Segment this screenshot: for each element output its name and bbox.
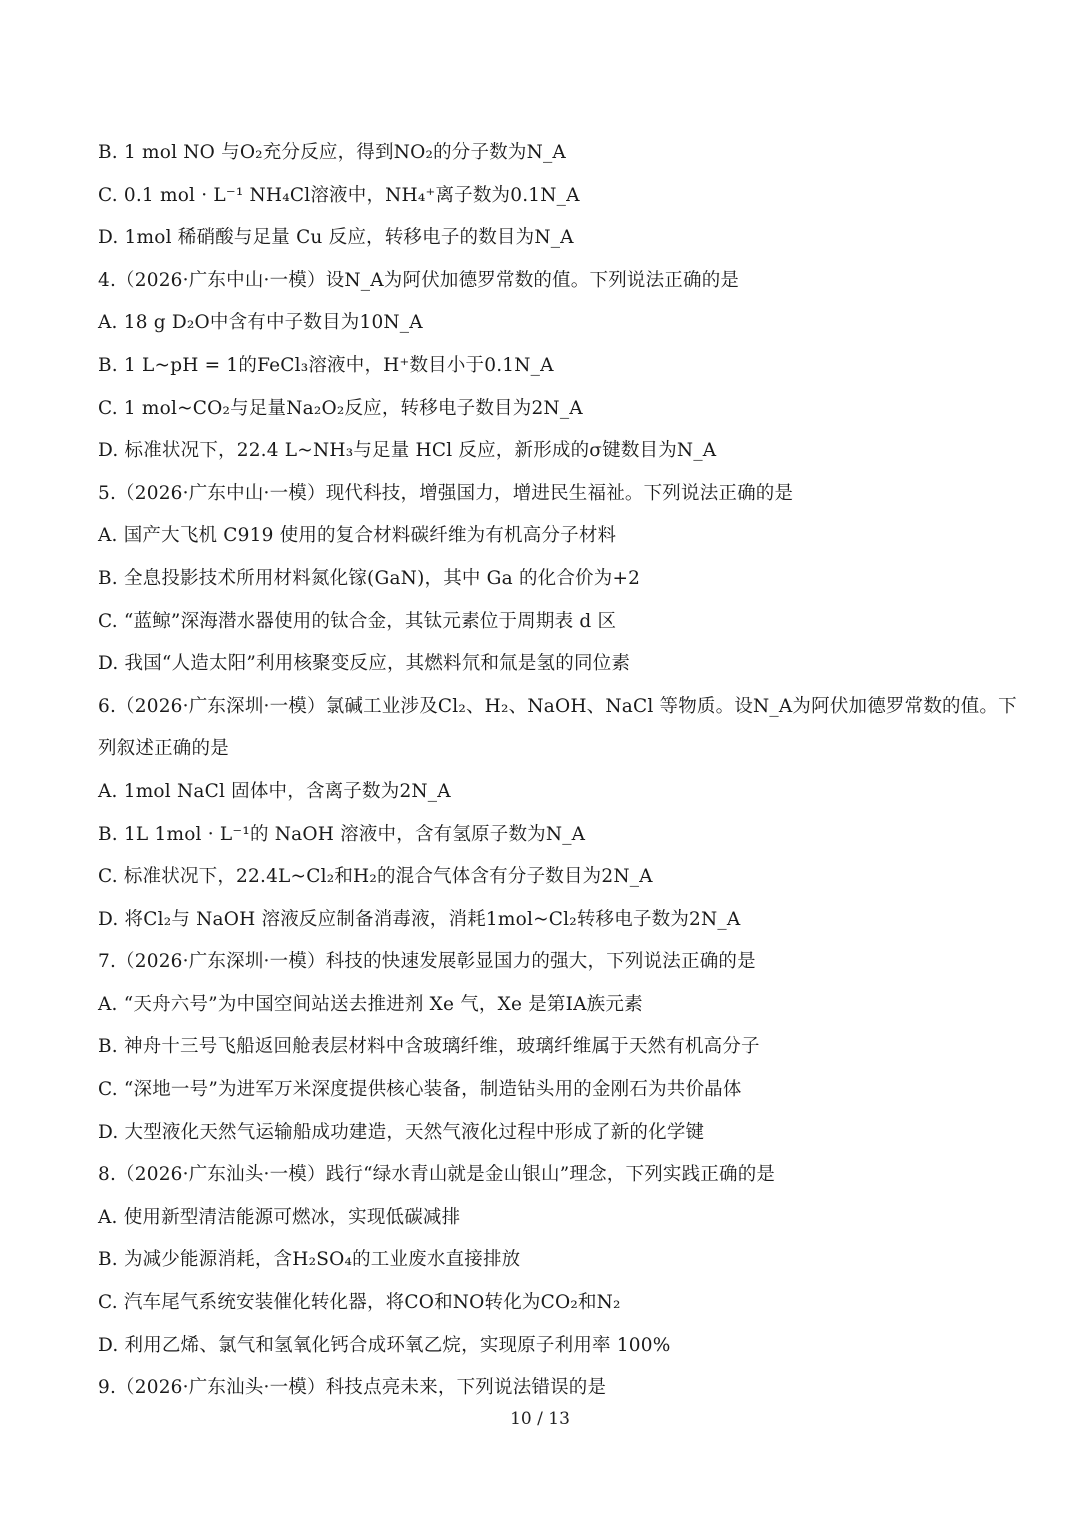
text-line: C. “深地一号”为进军万米深度提供核心装备，制造钻头用的金刚石为共价晶体	[98, 1079, 742, 1101]
text-line: B. 全息投影技术所用材料氮化镓(GaN)，其中 Ga 的化合价为+2	[98, 567, 641, 589]
text-line: D. 大型液化天然气运输船成功建造，天然气液化过程中形成了新的化学键	[98, 1121, 705, 1143]
text-line: D. 标准状况下，22.4 L~NH₃与足量 HCl 反应，新形成的σ键数目为N_A	[98, 440, 717, 462]
question-text-block	[98, 132, 1017, 1410]
text-line: D. 1mol 稀硝酸与足量 Cu 反应，转移电子的数目为N_A	[98, 227, 574, 249]
question-stem: 8.（2026·广东汕头·一模）践行“绿水青山就是金山银山”理念，下列实践正确的是	[98, 1164, 776, 1186]
page-number: 10 / 13	[510, 1409, 570, 1429]
question-stem-continuation: 列叙述正确的是	[98, 738, 229, 760]
text-line: C. 汽车尾气系统安装催化转化器，将CO和NO转化为CO₂和N₂	[98, 1292, 621, 1314]
question-stem: 7.（2026·广东深圳·一模）科技的快速发展彰显国力的强大，下列说法正确的是	[98, 951, 756, 973]
text-line: B. 1 L~pH = 1的FeCl₃溶液中，H⁺数目小于0.1N_A	[98, 354, 554, 376]
question-stem: 4.（2026·广东中山·一模）设N_A为阿伏加德罗常数的值。下列说法正确的是	[98, 269, 740, 291]
text-line: A. 使用新型清洁能源可燃冰，实现低碳减排	[98, 1206, 461, 1228]
text-line: C. 标准状况下，22.4L~Cl₂和H₂的混合气体含有分子数目为2N_A	[98, 866, 653, 888]
text-line: C. “蓝鲸”深海潜水器使用的钛合金，其钛元素位于周期表 d 区	[98, 610, 617, 632]
text-line: A. “天舟六号”为中国空间站送去推进剂 Xe 气，Xe 是第IA族元素	[98, 993, 643, 1015]
text-line: C. 0.1 mol · L⁻¹ NH₄Cl溶液中，NH₄⁺离子数为0.1N_A	[98, 184, 580, 206]
text-line: A. 18 g D₂O中含有中子数目为10N_A	[98, 312, 423, 334]
question-stem: 6.（2026·广东深圳·一模）氯碱工业涉及Cl₂、H₂、NaOH、NaCl 等物质。设N_A为阿伏加德罗常数的值。下	[98, 695, 1017, 717]
text-line: D. 将Cl₂与 NaOH 溶液反应制备消毒液，消耗1mol~Cl₂转移电子数为2N_A	[98, 908, 741, 930]
text-line: B. 神舟十三号飞船返回舱表层材料中含玻璃纤维，玻璃纤维属于天然有机高分子	[98, 1036, 760, 1058]
text-line: B. 为减少能源消耗，含H₂SO₄的工业废水直接排放	[98, 1249, 521, 1271]
text-line: C. 1 mol~CO₂与足量Na₂O₂反应，转移电子数目为2N_A	[98, 397, 583, 419]
text-line: D. 我国“人造太阳”利用核聚变反应，其燃料氘和氚是氢的同位素	[98, 653, 631, 675]
text-line: B. 1 mol NO 与O₂充分反应，得到NO₂的分子数为N_A	[98, 142, 566, 163]
question-stem: 9.（2026·广东汕头·一模）科技点亮未来，下列说法错误的是	[98, 1377, 607, 1399]
text-line: A. 国产大飞机 C919 使用的复合材料碳纤维为有机高分子材料	[98, 525, 617, 547]
text-line: D. 利用乙烯、氯气和氢氧化钙合成环氧乙烷，实现原子利用率 100%	[98, 1334, 671, 1356]
text-line: B. 1L 1mol · L⁻¹的 NaOH 溶液中，含有氢原子数为N_A	[98, 823, 586, 845]
text-line: A. 1mol NaCl 固体中，含离子数为2N_A	[98, 780, 451, 802]
question-stem: 5.（2026·广东中山·一模）现代科技，增强国力，增进民生福祉。下列说法正确的是	[98, 482, 794, 504]
